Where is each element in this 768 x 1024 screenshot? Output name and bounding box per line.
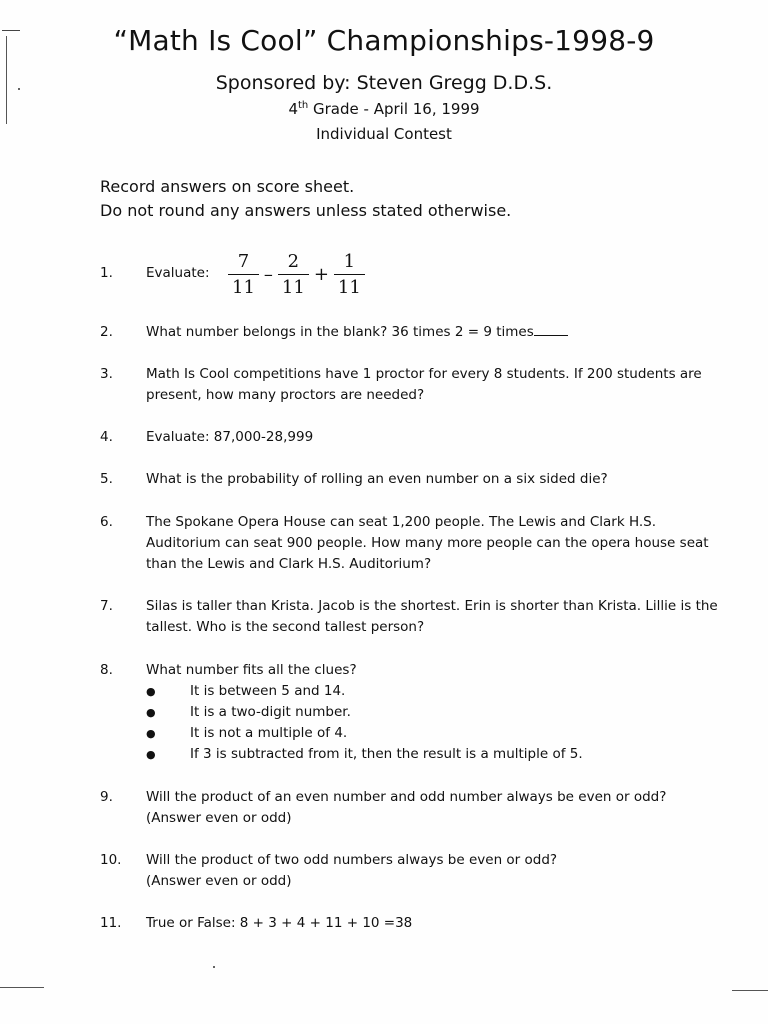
clue-item: ● It is between 5 and 14. bbox=[146, 681, 720, 702]
question-2 bbox=[100, 322, 720, 343]
scan-rule bbox=[732, 990, 768, 991]
question-4 bbox=[100, 427, 720, 448]
grade-date: Grade - April 16, 1999 bbox=[308, 100, 480, 118]
question-number: 7. bbox=[100, 598, 113, 614]
question-number: 9. bbox=[100, 789, 113, 805]
answer-note: (Answer even or odd) bbox=[146, 810, 292, 826]
question-text: What is the probability of rolling an even number on a six sided die? bbox=[146, 471, 608, 487]
question-text: What number belongs in the blank? 36 times 2 = 9 times bbox=[146, 324, 534, 340]
fraction bbox=[334, 251, 365, 298]
clue-item: ● It is a two-digit number. bbox=[146, 702, 720, 723]
question-number: 4. bbox=[100, 429, 113, 445]
question-text: Will the product of an even number and odd number always be even or odd? bbox=[146, 789, 667, 805]
question-number: 5. bbox=[100, 471, 113, 487]
denominator: 11 bbox=[281, 276, 305, 298]
question-11 bbox=[100, 913, 720, 934]
sponsor-line: Sponsored by: Steven Gregg D.D.S. bbox=[215, 72, 553, 94]
instruction-line: Do not round any answers unless stated otherwise. bbox=[100, 201, 512, 220]
clue-list bbox=[146, 681, 720, 765]
clue-item: ● It is not a multiple of 4. bbox=[146, 723, 720, 744]
question-number: 11. bbox=[100, 915, 122, 931]
numerator: 7 bbox=[237, 250, 250, 272]
question-10 bbox=[100, 850, 720, 892]
denominator: 11 bbox=[232, 276, 255, 298]
instruction-line: Record answers on score sheet. bbox=[100, 177, 355, 196]
question-9 bbox=[100, 787, 720, 829]
question-1 bbox=[100, 263, 720, 284]
question-number: 6. bbox=[100, 514, 113, 530]
question-text: Evaluate: 87,000-28,999 bbox=[146, 429, 314, 445]
question-5 bbox=[100, 469, 720, 490]
fraction bbox=[278, 251, 309, 298]
question-8 bbox=[100, 660, 720, 765]
question-text: Evaluate: bbox=[146, 265, 210, 281]
question-number: 1. bbox=[100, 265, 113, 281]
grade-suffix: th bbox=[297, 100, 309, 111]
question-text: Math Is Cool competitions have 1 proctor for every 8 students. If 200 students are present, how many proctors are needed? bbox=[146, 366, 702, 403]
question-7 bbox=[100, 596, 720, 638]
question-number: 10. bbox=[100, 852, 122, 868]
question-number: 8. bbox=[100, 662, 113, 678]
question-text: Will the product of two odd numbers always be even or odd? bbox=[146, 852, 558, 868]
fraction-expression bbox=[226, 244, 367, 304]
minus-operator: – bbox=[263, 263, 273, 285]
scan-dot bbox=[213, 966, 215, 968]
answer-blank bbox=[534, 322, 568, 336]
plus-operator: + bbox=[313, 263, 329, 285]
question-number: 2. bbox=[100, 324, 113, 340]
question-number: 3. bbox=[100, 366, 113, 382]
question-text: True or False: 8 + 3 + 4 + 11 + 10 =38 bbox=[146, 915, 413, 931]
question-text: The Spokane Opera House can seat 1,200 people. The Lewis and Clark H.S. Auditorium can seat 900 people. How many more people can the opera house seat than the Lewis and Clark H.S. Auditorium? bbox=[146, 514, 709, 572]
fraction bbox=[228, 251, 259, 298]
numerator: 2 bbox=[287, 250, 300, 272]
grade-date-line bbox=[0, 100, 768, 118]
question-text: Silas is taller than Krista. Jacob is the shortest. Erin is shorter than Krista. Lillie is the tallest. Who is the second tallest person? bbox=[146, 598, 718, 635]
denominator: 11 bbox=[337, 276, 361, 298]
contest-type: Individual Contest bbox=[316, 125, 452, 143]
question-3 bbox=[100, 364, 720, 406]
page-title: “Math Is Cool” Championships-1998-9 bbox=[113, 24, 655, 57]
question-6 bbox=[100, 512, 720, 575]
numerator: 1 bbox=[343, 250, 356, 272]
scan-rule bbox=[0, 987, 44, 988]
question-text: What number fits all the clues? bbox=[146, 662, 357, 678]
clue-item: ● If 3 is subtracted from it, then the result is a multiple of 5. bbox=[146, 744, 720, 765]
answer-note: (Answer even or odd) bbox=[146, 873, 292, 889]
grade-number: 4 bbox=[288, 100, 298, 118]
